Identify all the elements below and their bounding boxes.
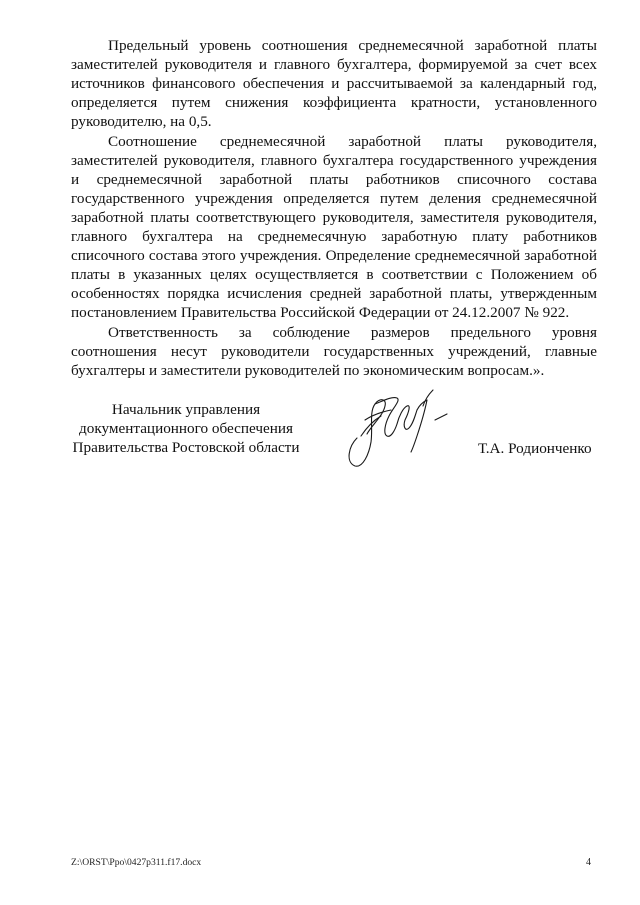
paragraph-ratio-calculation: Соотношение среднемесячной заработной платы руководителя, заместителей руководителя, главного бухгалтера государственного учреждения и среднемесячной заработной платы работников списочного состава государственного учреждения определяется путем деления среднемесячной заработной платы соответствующего руководителя, заместителя руководителя, главного бухгалтера на среднемесячную заработную плату работников списочного состава этого учреждения. Определение среднемесячной заработной платы в указанных целях осуществляется в соответствии с Положением об особенностях порядка исчисления средней заработной платы, утвержденным постановлением Правительства Российской Федерации от 24.12.2007 № 922. xyxy=(71,133,597,321)
signatory-position-line-3: Правительства Ростовской области xyxy=(72,439,300,456)
paragraph-max-ratio-deputies: Предельный уровень соотношения среднемесячной заработной платы заместителей руководителя и главного бухгалтера, формируемой за счет всех источников финансового обеспечения и рассчитываемой за календарный год, определяется путем снижения коэффициента кратности, установленного руководителю, на 0,5. xyxy=(71,37,597,130)
signatory-position-line-2: документационного обеспечения xyxy=(79,420,293,437)
signatory-position-line-1: Начальник управления xyxy=(111,401,261,418)
footer-file-path: Z:\ORST\Ppo\0427p311.f17.docx xyxy=(71,857,202,868)
signatory-position xyxy=(66,400,306,457)
paragraph-responsibility: Ответственность за соблюдение размеров предельного уровня соотношения несут руководители государственных учреждений, главные бухгалтеры и заместители руководителей по экономическим вопросам.». xyxy=(71,324,597,379)
handwritten-signature-icon xyxy=(335,376,455,476)
page-number: 4 xyxy=(586,857,591,868)
document-body xyxy=(71,36,597,381)
signatory-name: Т.А. Родионченко xyxy=(478,440,592,457)
